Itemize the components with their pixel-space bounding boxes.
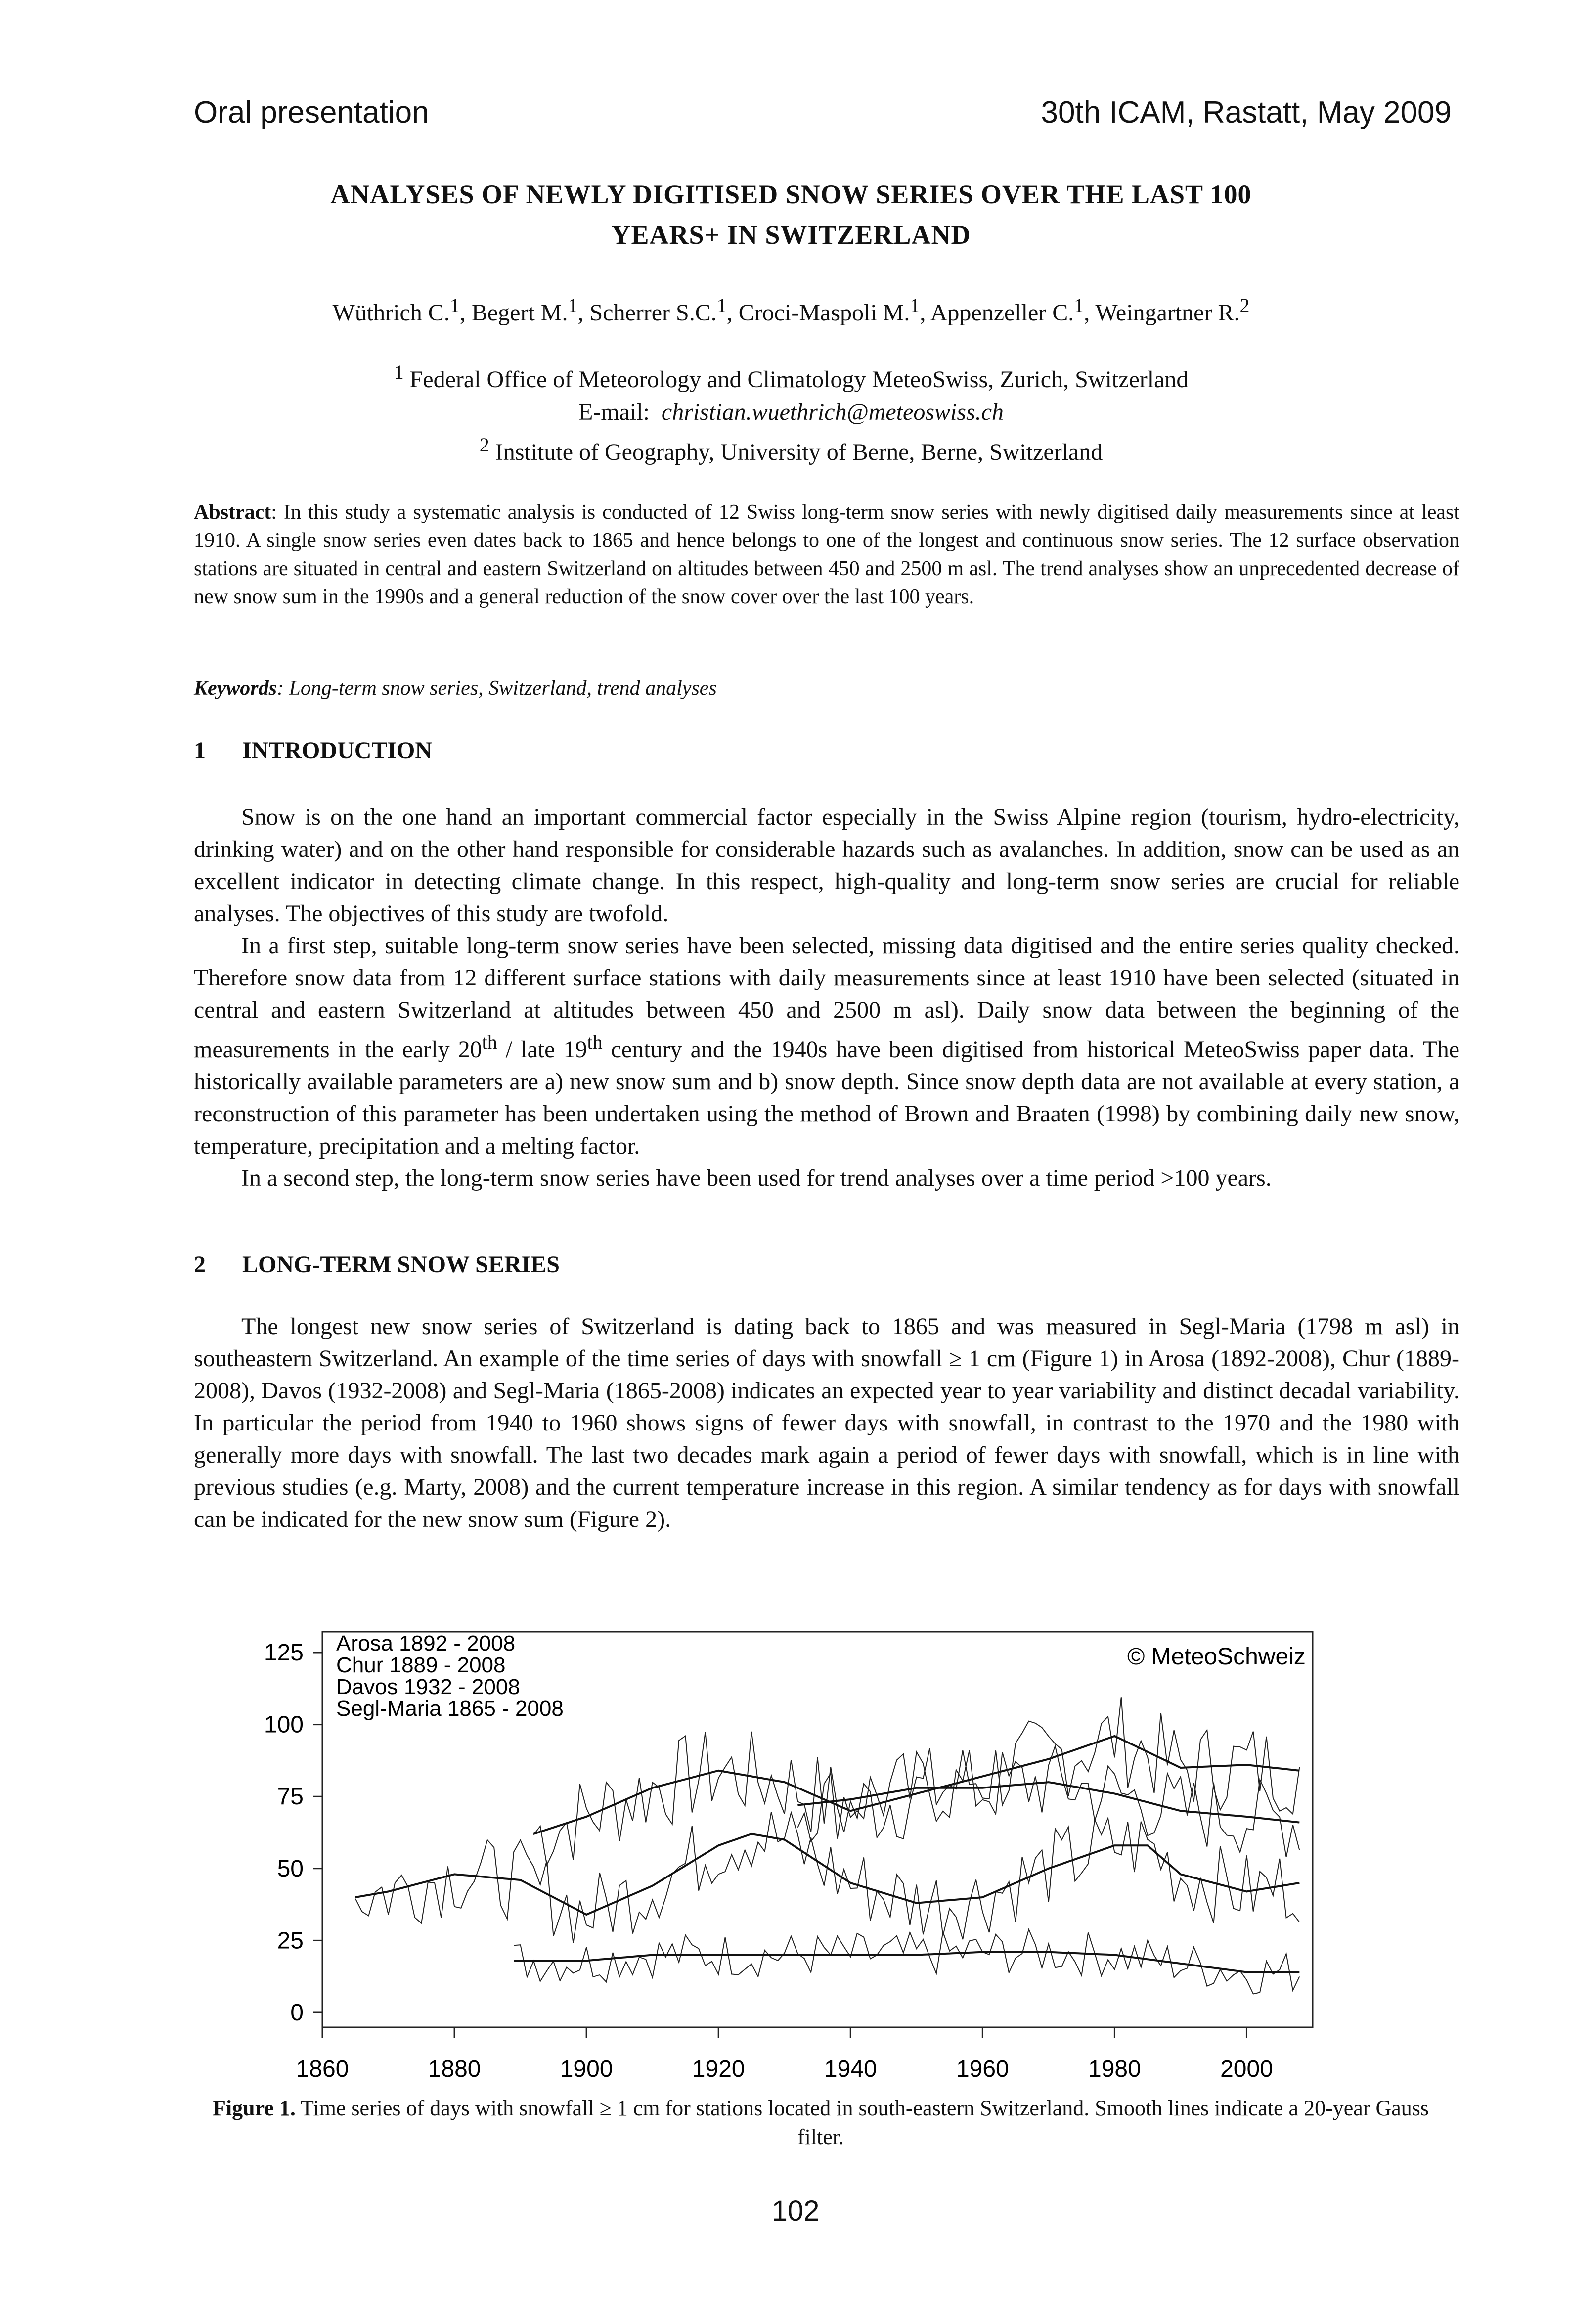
x-tick-label: 2000 bbox=[1220, 2056, 1273, 2082]
caption-label: Figure 1. bbox=[213, 2096, 296, 2120]
chart-legend bbox=[336, 1631, 564, 1721]
series-annual-line bbox=[514, 1929, 1299, 1994]
y-tick-label: 0 bbox=[290, 2000, 304, 2026]
figure-1-chart bbox=[218, 1617, 1355, 2087]
series-annual-line bbox=[533, 1697, 1299, 1865]
affiliation-1: $^1$ Federal Office of Meteorology and Climatology MeteoSwiss, Zurich, Switzerland bbox=[394, 361, 1189, 393]
x-tick-label: 1960 bbox=[956, 2056, 1009, 2082]
x-tick-label: 1920 bbox=[692, 2056, 745, 2082]
legend-entry-segl-maria: Segl-Maria 1865 - 2008 bbox=[336, 1697, 564, 1721]
section-heading-1: 1 INTRODUCTION bbox=[194, 737, 433, 763]
affiliations bbox=[148, 356, 1434, 469]
header-left: Oral presentation bbox=[194, 95, 429, 130]
figure-1-caption bbox=[188, 2094, 1454, 2151]
x-tick-label: 1860 bbox=[296, 2056, 349, 2082]
title-line-1: ANALYSES OF NEWLY DIGITISED SNOW SERIES OVER THE LAST 100 bbox=[330, 179, 1252, 209]
y-tick-label: 100 bbox=[264, 1711, 304, 1738]
intro-paragraph-3: In a second step, the long-term snow series have been used for trend analyses over a time period >100 years. bbox=[241, 1165, 1272, 1191]
legend-entry-arosa: Arosa 1892 - 2008 bbox=[336, 1631, 516, 1655]
x-tick-label: 1980 bbox=[1088, 2056, 1141, 2082]
author: Appenzeller C. bbox=[930, 300, 1074, 326]
series-smooth-line bbox=[533, 1736, 1299, 1834]
page-number: 102 bbox=[771, 2195, 820, 2227]
email-line: E-mail: christian.wuethrich@meteoswiss.ch bbox=[578, 399, 1004, 425]
legend-entry-chur: Chur 1889 - 2008 bbox=[336, 1653, 506, 1677]
introduction-body bbox=[194, 801, 1459, 1194]
y-tick-label: 50 bbox=[277, 1855, 304, 1882]
series-paragraph-1: The longest new snow series of Switzerland is dating back to 1865 and was measured in Segl-Maria (1798 m asl) in southeastern Switzerland. An example of the time series of days with snowfall ≥ 1 cm (Figure 1) in Arosa (1892-2008), Chur (1889-2008), Davos (1932-2008) and Segl-Maria (1865-2008) indicates an expected year to year variability and distinct decadal variability. In particular the period from 1940 to 1960 shows signs of fewer days with snowfall, in contrast to the 1970 and the 1980 with generally more days with snowfall. The last two decades mark again a period of fewer days with snowfall, which is in line with previous studies (e.g. Marty, 2008) and the current temperature increase in this region. A similar tendency as for days with snowfall can be indicated for the new snow sum (Figure 2). bbox=[194, 1313, 1459, 1532]
chart-series bbox=[355, 1697, 1300, 1994]
legend-entry-davos: Davos 1932 - 2008 bbox=[336, 1675, 520, 1699]
x-tick-label: 1900 bbox=[560, 2056, 613, 2082]
keywords-text: : Long-term snow series, Switzerland, trend analyses bbox=[277, 677, 717, 700]
x-tick-label: 1880 bbox=[428, 2056, 481, 2082]
email-link[interactable]: christian.wuethrich@meteoswiss.ch bbox=[661, 399, 1004, 425]
y-tick-label: 25 bbox=[277, 1927, 304, 1954]
affiliation-2: $^2$ Institute of Geography, University of Berne, Berne, Switzerland bbox=[479, 434, 1103, 465]
section-heading-2: 2 LONG-TERM SNOW SERIES bbox=[194, 1251, 560, 1278]
abstract-text: : In this study a systematic analysis is conducted of 12 Swiss long-term snow series with newly digitised daily measurements since at least 1910. A single snow series even dates back to 1865 and hence belongs to one of the longest and continuous snow series. The 12 surface observation stations are situated in central and eastern Switzerland on altitudes between 450 and 2500 m asl. The trend analyses show an unprecedented decrease of new snow sum in the 1990s and a general reduction of the snow cover over the last 100 years. bbox=[194, 501, 1459, 608]
keywords bbox=[194, 676, 717, 700]
series-smooth-line bbox=[514, 1952, 1299, 1972]
author-list: Wüthrich C.$^1$, Begert M.$^1$, Scherrer S.C.$^1$, Croci-Maspoli M.$^1$, Appenzeller C.$^1$, Weingartner R.$^2$ bbox=[332, 294, 1250, 326]
author: Begert M. bbox=[471, 300, 568, 326]
keywords-label: Keywords bbox=[194, 677, 277, 700]
author: Wüthrich C. bbox=[332, 300, 450, 326]
intro-paragraph-1: Snow is on the one hand an important commercial factor especially in the Swiss Alpine region (tourism, hydro-electricity, drinking water) and on the other hand responsible for considerable hazards such as avalanches. In addition, snow can be used as an excellent indicator in detecting climate change. In this respect, high-quality and long-term snow series are crucial for reliable analyses. The objectives of this study are twofold. bbox=[194, 804, 1459, 927]
author: Weingartner R. bbox=[1095, 300, 1240, 326]
x-tick-label: 1940 bbox=[824, 2056, 877, 2082]
intro-paragraph-2: In a first step, suitable long-term snow series have been selected, missing data digitised and the entire series quality checked. Therefore snow data from 12 different surface stations with daily measurements since at least 1910 have been selected (situated in central and eastern Switzerland at altitudes between 450 and 2500 m asl). Daily snow data between the beginning of the measurements in the early 20th / late 19th century and the 1940s have been digitised from historical MeteoSwiss paper data. The historically available parameters are a) new snow sum and b) snow depth. Since snow depth data are not available at every station, a reconstruction of this parameter has been undertaken using the method of Brown and Braaten (1998) by combining daily new snow, temperature, precipitation and a melting factor. bbox=[194, 933, 1459, 1159]
abstract bbox=[194, 498, 1459, 611]
y-tick-label: 75 bbox=[277, 1784, 304, 1810]
author: Croci-Maspoli M. bbox=[738, 300, 910, 326]
title-line-2: YEARS+ IN SWITZERLAND bbox=[611, 220, 971, 250]
paper-title bbox=[148, 174, 1434, 255]
y-tick-label: 125 bbox=[264, 1640, 304, 1666]
author: Scherrer S.C. bbox=[589, 300, 717, 326]
header-right: 30th ICAM, Rastatt, May 2009 bbox=[1041, 95, 1452, 130]
caption-text: Time series of days with snowfall ≥ 1 cm for stations located in south-eastern Switzerland. Smooth lines indicate a 20-year Gauss filter. bbox=[295, 2096, 1429, 2149]
abstract-label: Abstract bbox=[194, 501, 271, 524]
series-body bbox=[194, 1310, 1459, 1535]
copyright-label: © MeteoSchweiz bbox=[1127, 1644, 1306, 1670]
